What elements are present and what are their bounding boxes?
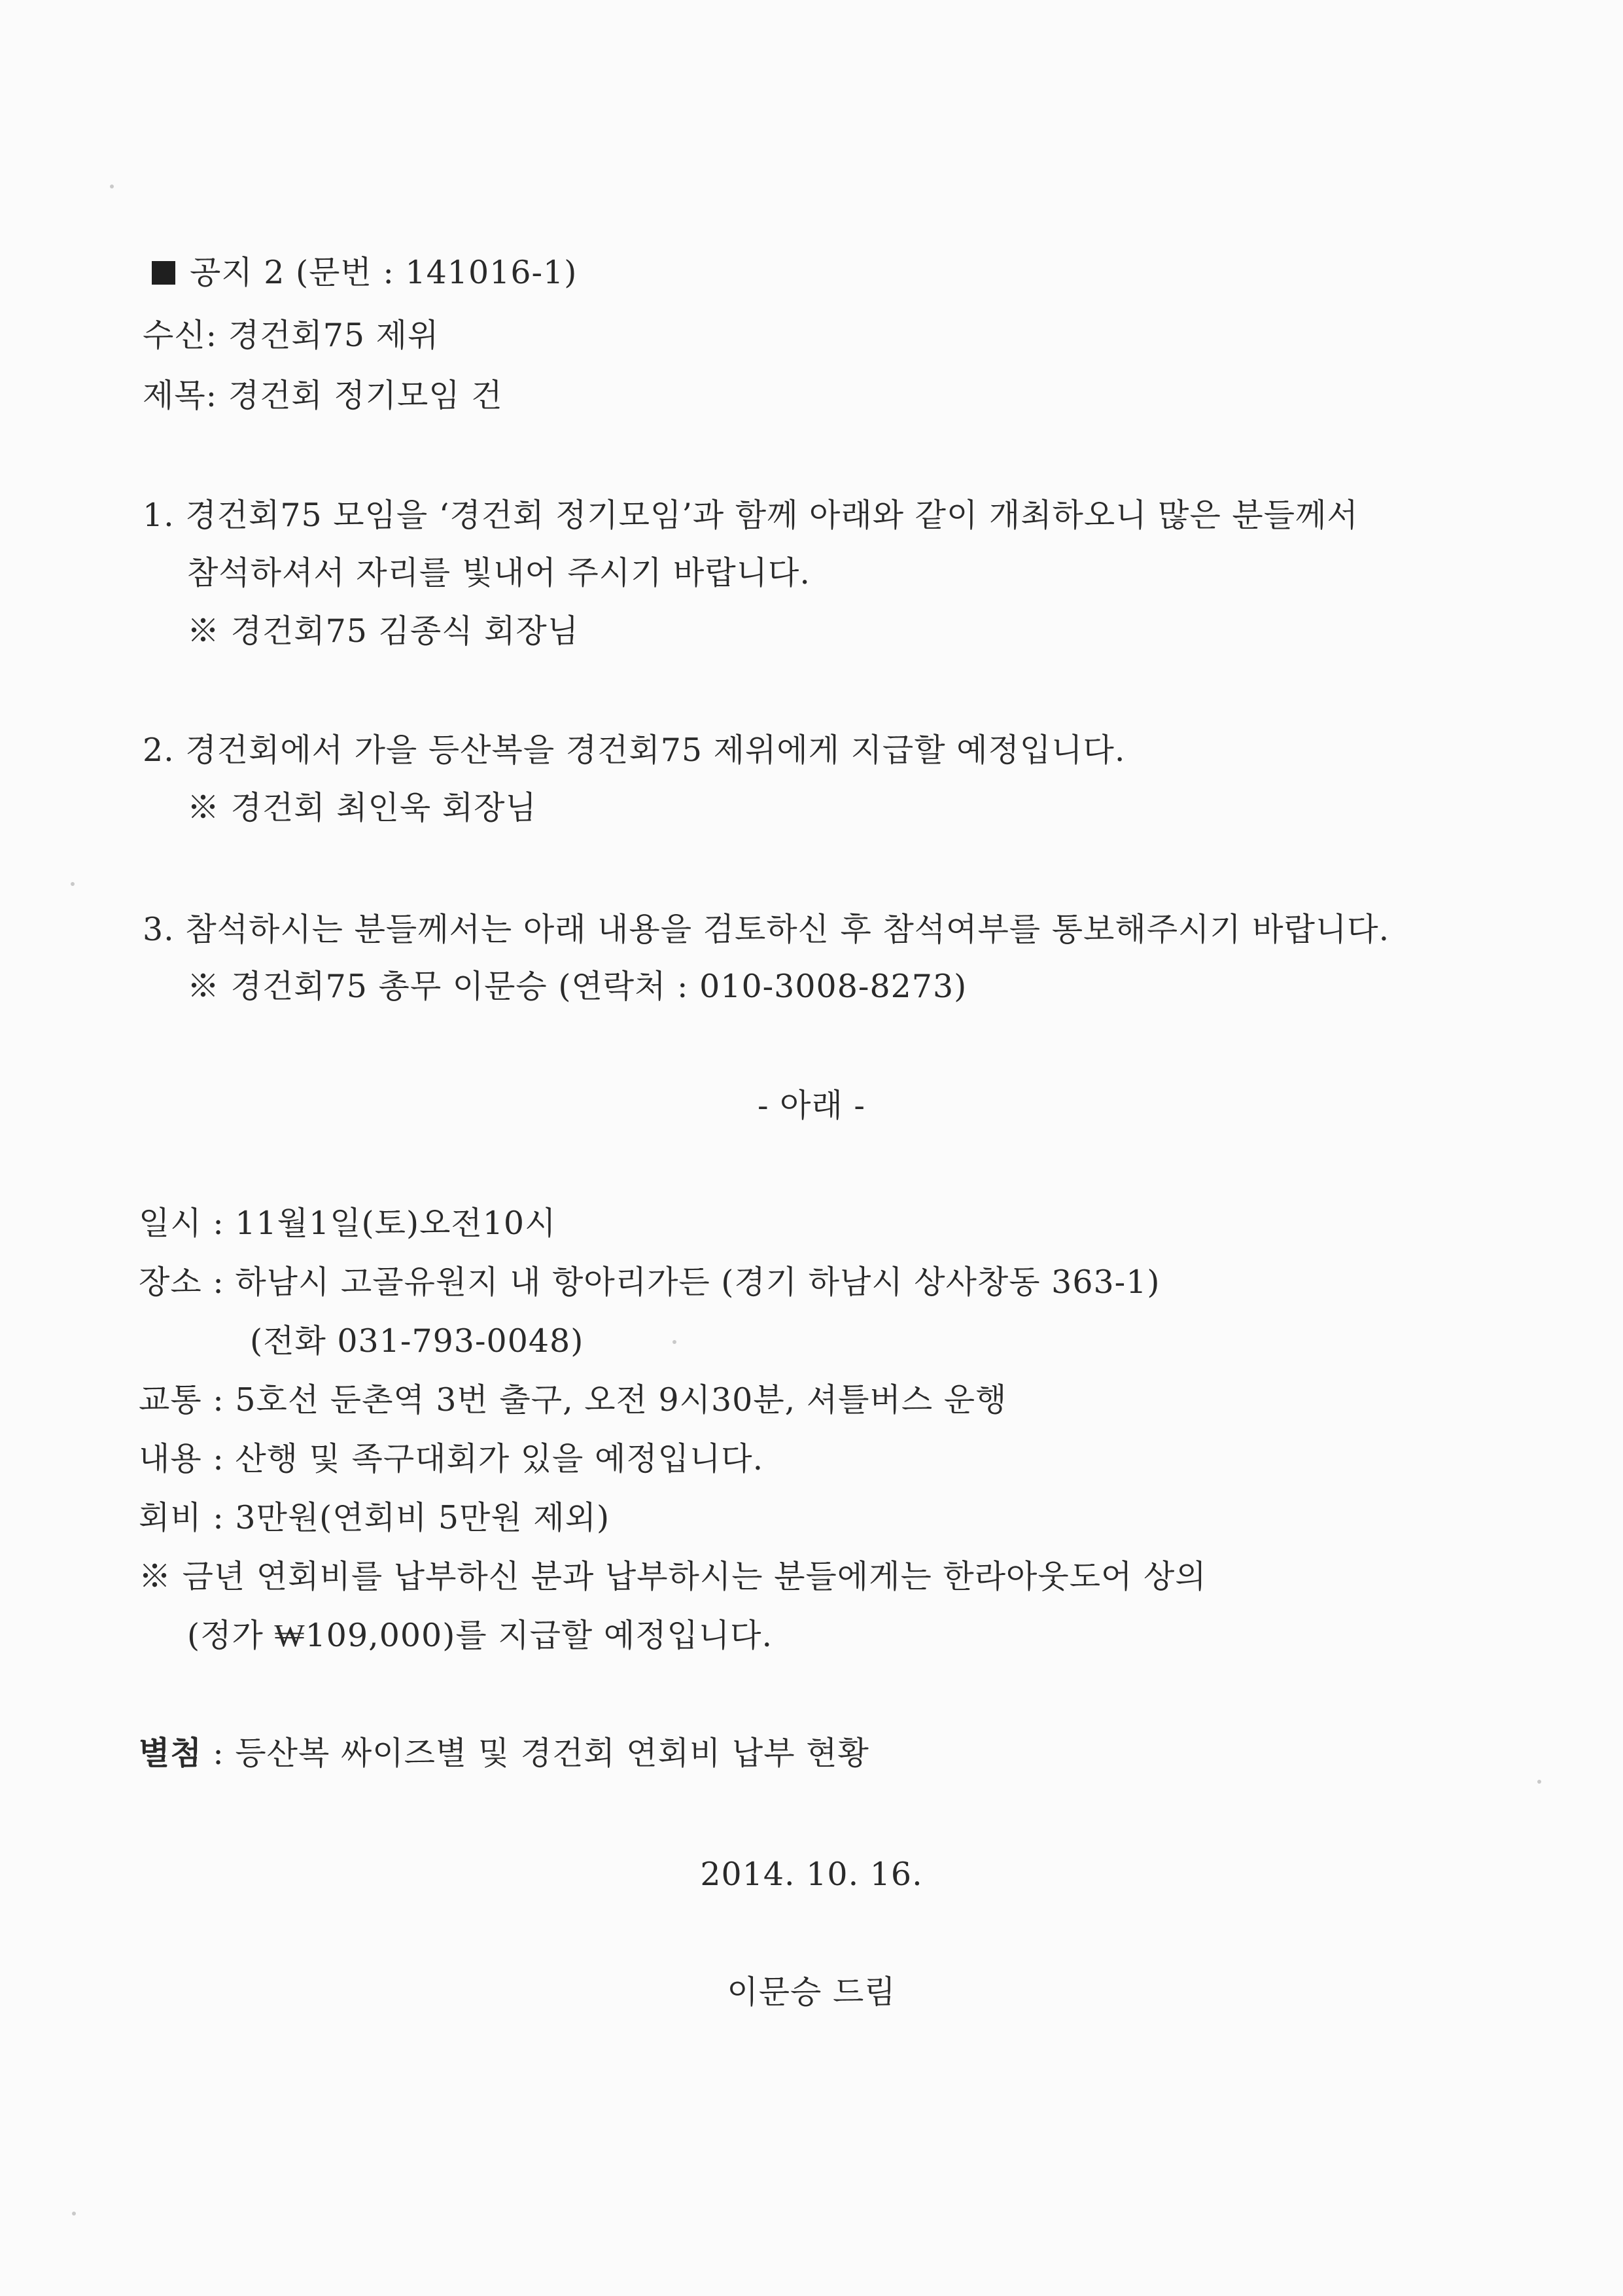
- item-1-line-1: 1. 경건회75 모임을 ‘경건회 정기모임’과 함께 아래와 같이 개최하오니 많은 분들께서: [143, 497, 1359, 534]
- notice-heading: [152, 256, 577, 289]
- detail-transport: 교통 : 5호선 둔촌역 3번 출구, 오전 9시30분, 셔틀버스 운행: [139, 1381, 1007, 1419]
- notice-heading-text: 공지 2 (문번 : 141016-1): [190, 254, 578, 291]
- attachment-text: : 등산복 싸이즈별 및 경건회 연회비 납부 현황: [201, 1735, 869, 1772]
- subject-line: 제목: 경건회 정기모임 건: [143, 377, 503, 414]
- item-1-note: ※ 경건회75 김종식 회장님: [187, 612, 580, 650]
- document-date: 2014. 10. 16.: [700, 1856, 923, 1893]
- detail-datetime: 일시 : 11월1일(토)오전10시: [139, 1205, 557, 1242]
- scan-speck: [110, 185, 114, 188]
- detail-fee: 회비 : 3만원(연회비 5만원 제외): [139, 1499, 610, 1536]
- item-3-note: ※ 경건회75 총무 이문승 (연락처 : 010-3008-8273): [187, 968, 968, 1005]
- detail-note-line-2: (정가 ₩109,000)를 지급할 예정입니다.: [187, 1617, 773, 1654]
- item-3-line-1: 3. 참석하시는 분들께서는 아래 내용을 검토하신 후 참석여부를 통보해주시기 바랍니다.: [143, 911, 1390, 948]
- attachment-label: 별첨: [139, 1734, 202, 1772]
- detail-note-line-1: ※ 금년 연회비를 납부하신 분과 납부하시는 분들에게는 한라아웃도어 상의: [139, 1558, 1207, 1595]
- detail-content: 내용 : 산행 및 족구대회가 있을 예정입니다.: [139, 1440, 764, 1477]
- item-2-note: ※ 경건회 최인욱 회장님: [187, 789, 537, 826]
- detail-place: 장소 : 하남시 고골유원지 내 항아리가든 (경기 하남시 상사창동 363-1): [139, 1263, 1161, 1301]
- item-1-line-2: 참석하셔서 자리를 빛내어 주시기 바랍니다.: [187, 554, 811, 592]
- scan-speck: [672, 1340, 676, 1344]
- scan-speck: [1537, 1780, 1541, 1784]
- below-heading: - 아래 -: [758, 1087, 865, 1124]
- sender-signature: 이문승 드림: [727, 1973, 896, 2011]
- black-square-bullet-icon: [152, 261, 175, 285]
- scan-speck: [72, 2212, 76, 2216]
- attachment-line: [139, 1734, 869, 1772]
- scan-speck: [71, 882, 75, 886]
- item-2-line-1: 2. 경건회에서 가을 등산복을 경건회75 제위에게 지급할 예정입니다.: [143, 732, 1126, 769]
- recipient-line: 수신: 경건회75 제위: [143, 317, 440, 354]
- detail-phone: (전화 031-793-0048): [250, 1322, 584, 1360]
